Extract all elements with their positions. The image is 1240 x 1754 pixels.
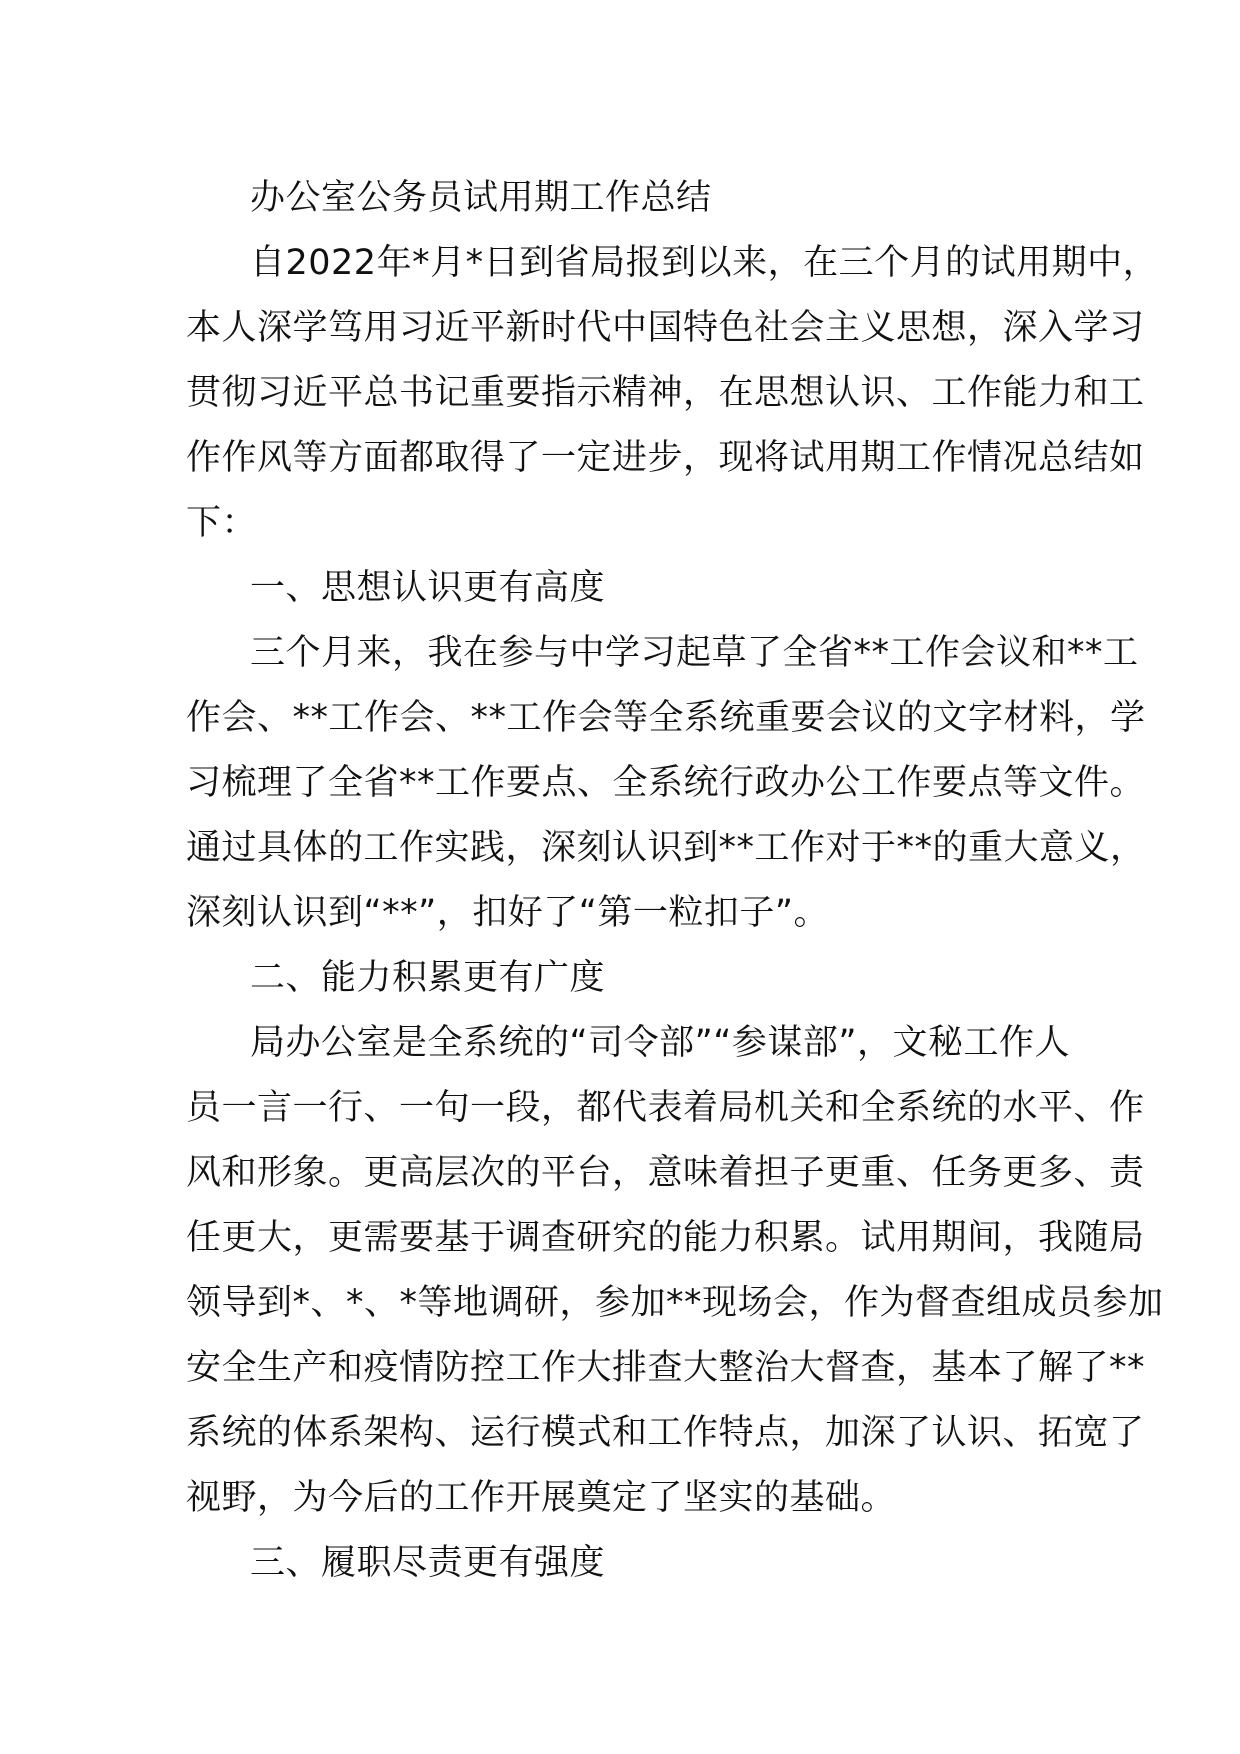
text-line: 习梳理了全省**工作要点、全系统行政办公工作要点等文件。 [186,763,1146,803]
text-line: 作会、**工作会、**工作会等全系统重要会议的文字材料，学 [186,698,1146,738]
text-line: 深刻认识到“**”，扣好了“第一粒扣子”。 [186,893,830,933]
text-line: 安全生产和疫情防控工作大排查大整治大督查，基本了解了** [186,1348,1146,1388]
text-line: 任更大，更需要基于调查研究的能力积累。试用期间，我随局 [186,1218,1145,1258]
text-line: 通过具体的工作实践，深刻认识到**工作对于**的重大意义， [186,828,1146,868]
text-line: 风和形象。更高层次的平台，意味着担子更重、任务更多、责 [186,1153,1145,1193]
text-line: 下： [186,503,258,543]
document-body [186,166,1164,1596]
text-line: 三、履职尽责更有强度 [250,1543,606,1583]
text-line: 贯彻习近平总书记重要指示精神，在思想认识、工作能力和工 [186,373,1145,413]
text-line: 自2022年*月*日到省局报到以来，在三个月的试用期中， [250,243,1159,283]
text-line: 领导到*、*、*等地调研，参加**现场会，作为督查组成员参加 [186,1283,1164,1323]
text-line: 一、思想认识更有高度 [250,568,606,608]
paragraph-lines [186,231,1164,1596]
text-line: 系统的体系架构、运行模式和工作特点，加深了认识、拓宽了 [186,1413,1145,1453]
text-line: 本人深学笃用习近平新时代中国特色社会主义思想，深入学习 [186,308,1145,348]
text-line: 三个月来，我在参与中学习起草了全省**工作会议和**工 [250,633,1139,673]
text-line: 局办公室是全系统的“司令部”“参谋部”，文秘工作人 [250,1023,1071,1063]
text-line: 二、能力积累更有广度 [250,958,606,998]
text-line: 作作风等方面都取得了一定进步，现将试用期工作情况总结如 [186,438,1145,478]
document-title: 办公室公务员试用期工作总结 [250,178,712,218]
text-line: 员一言一行、一句一段，都代表着局机关和全系统的水平、作 [186,1088,1145,1128]
text-line: 视野，为今后的工作开展奠定了坚实的基础。 [186,1478,897,1518]
